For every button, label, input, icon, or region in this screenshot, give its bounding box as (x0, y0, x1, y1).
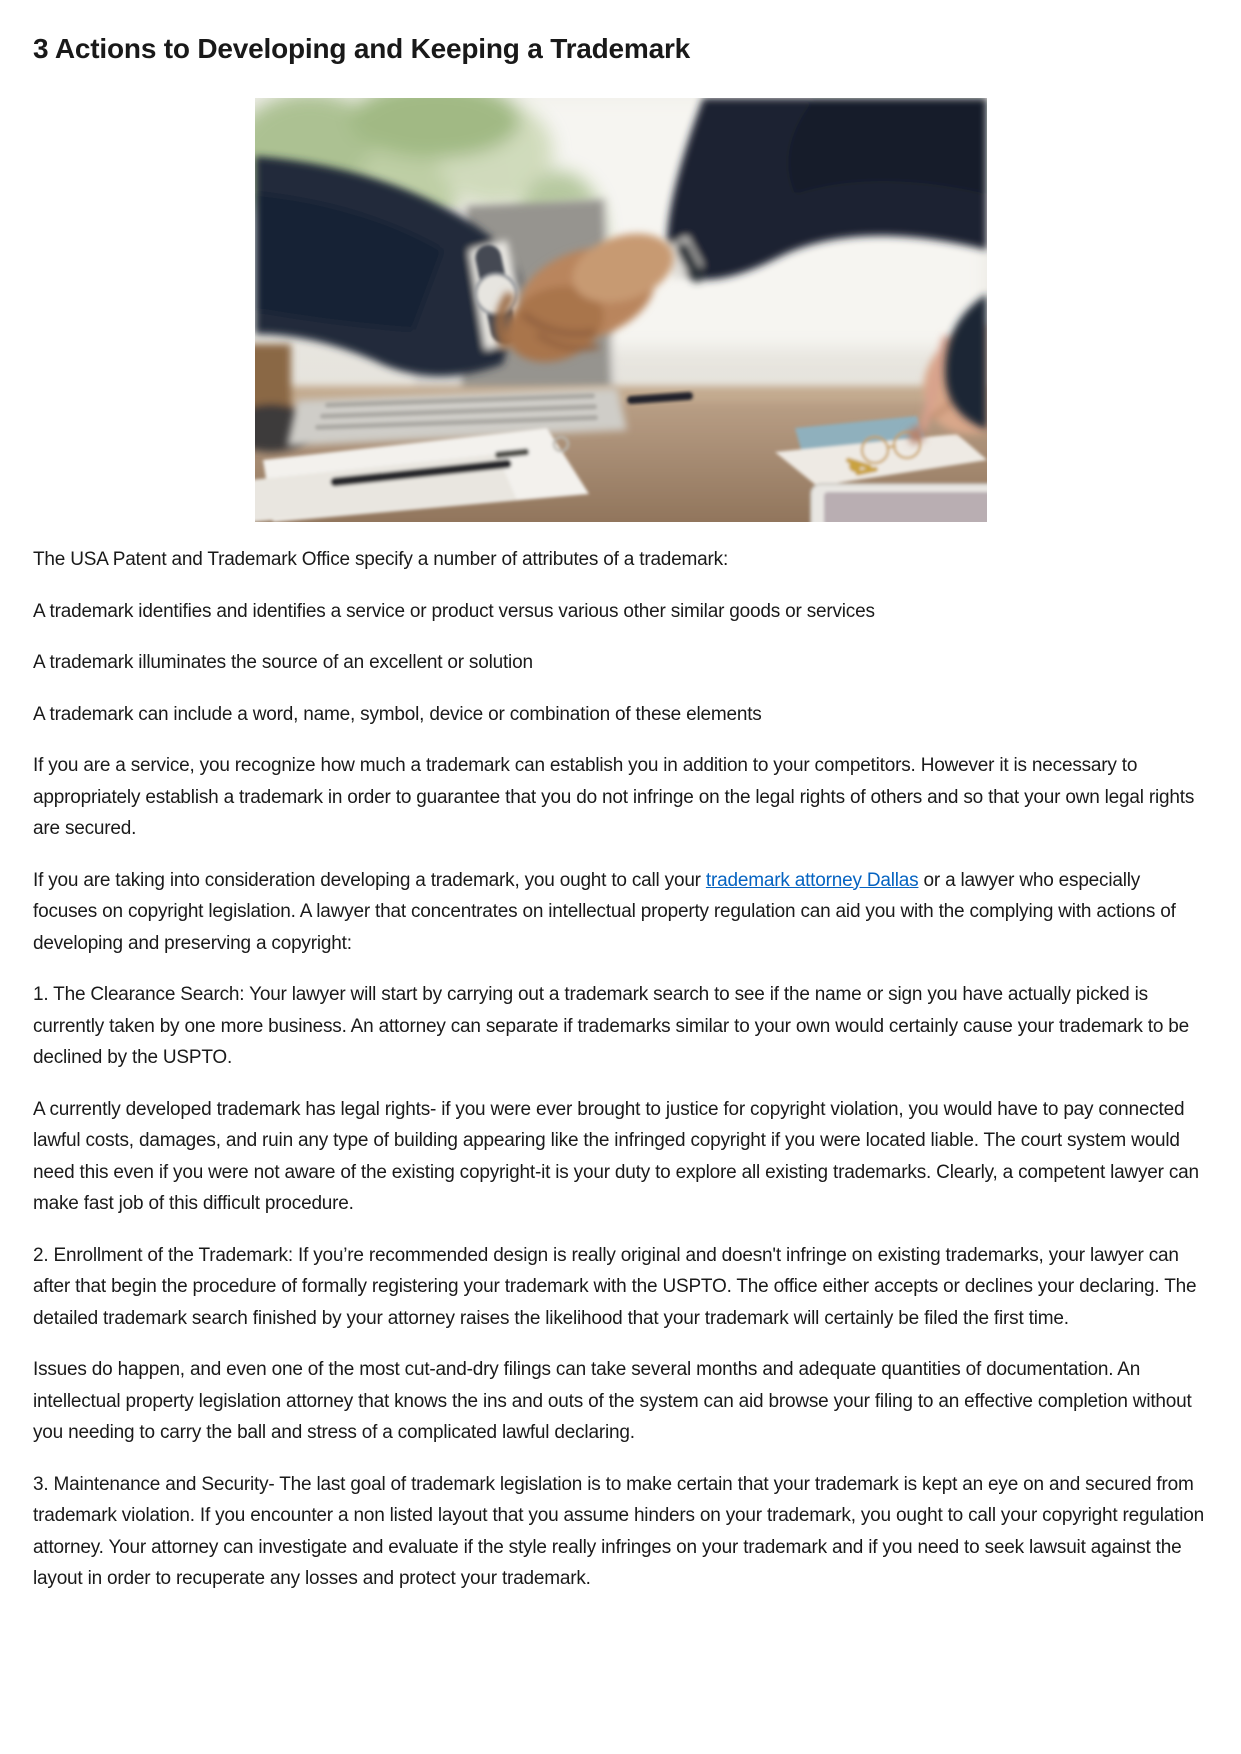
paragraph-identifies: A trademark identifies and identifies a service or product versus various other similar goods or services (33, 600, 875, 622)
paragraph-step2-enrollment: 2. Enrollment of the Trademark: If you’re recommended design is really original and doesn't infringe on existing trademarks, your lawyer can after that begin the procedure of formally registering your trademark with the USPTO. The office either accepts or declines your declaring. The detailed trademark search finished by your attorney raises the likelihood that your trademark will certainly be filed the first time. (33, 1244, 1197, 1329)
paragraph-legal-rights: A currently developed trademark has legal rights- if you were ever brought to justice for copyright violation, you would have to pay connected lawful costs, damages, and ruin any type of building appearing like the infringed copyright if you were located liable. The court system would need this even if you were not aware of the existing copyright-it is your duty to explore all existing trademarks. Clearly, a competent lawyer can make fast job of this difficult procedure. (33, 1098, 1199, 1214)
paragraph-with-link (33, 865, 1209, 960)
handshake-photo (255, 98, 987, 522)
paragraph-issues: Issues do happen, and even one of the most cut-and-dry filings can take several months and adequate quantities of documentation. An intellectual property legislation attorney that knows the ins and outs of the system can aid browse your filing to an effective completion without you needing to carry the ball and stress of a complicated lawful declaring. (33, 1359, 1192, 1443)
paragraph-service-competitors: If you are a service, you recognize how much a trademark can establish you in addition to your competitors. However it is necessary to appropriately establish a trademark in order to guarantee that you do not infringe on the legal rights of others and so that your own legal rights are secured. (33, 755, 1195, 839)
paragraph-step1-clearance-search: 1. The Clearance Search: Your lawyer will start by carrying out a trademark search to see if the name or sign you have actually picked is currently taken by one more business. An attorney can separate if trademarks similar to your own would certainly cause your trademark to be declined by the USPTO. (33, 984, 1190, 1068)
paragraph-elements: A trademark can include a word, name, symbol, device or combination of these elements (33, 703, 762, 725)
page-title: 3 Actions to Developing and Keeping a Trademark (33, 33, 691, 64)
paragraph-step3-maintenance: 3. Maintenance and Security- The last goal of trademark legislation is to make certain that your trademark is kept an eye on and secured from trademark violation. If you encounter a non listed layout that you assume hinders on your trademark, you ought to call your copyright regulation attorney. Your attorney can investigate and evaluate if the style really infringes on your trademark and if you need to seek lawsuit against the layout in order to recuperate any losses and protect your trademark. (33, 1473, 1204, 1589)
trademark-attorney-dallas-link[interactable]: trademark attorney Dallas (705, 869, 919, 891)
paragraph-illuminates: A trademark illuminates the source of an excellent or solution (33, 652, 533, 673)
link-paragraph-before: If you are taking into consideration developing a trademark, you ought to call your (33, 869, 706, 891)
hero-image (255, 98, 987, 522)
paragraph-uspto-intro: The USA Patent and Trademark Office specify a number of attributes of a trademark: (33, 549, 729, 570)
link-paragraph-after: or a lawyer who especially focuses on copyright legislation. A lawyer that concentrates on intellectual property regulation can aid you with the complying with actions of developing and preserving a copyright: (33, 869, 1176, 954)
